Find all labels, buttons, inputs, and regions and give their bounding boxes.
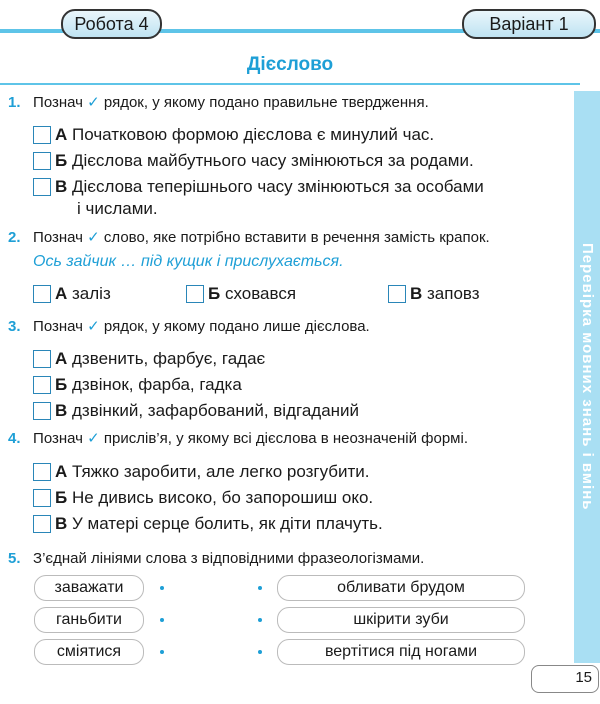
- question-number: 2.: [8, 229, 21, 246]
- answer-checkbox-1b[interactable]: [33, 152, 51, 170]
- option-text: Початковою формою дієслова є минулий час.: [72, 125, 435, 144]
- question-text: Познач: [33, 430, 83, 447]
- page-number-box: [531, 665, 599, 693]
- question-number: 1.: [8, 94, 21, 111]
- question-5: [8, 550, 424, 568]
- match-word-left-1[interactable]: [34, 575, 144, 601]
- match-word-left-3[interactable]: [34, 639, 144, 665]
- question-number: 5.: [8, 550, 21, 567]
- match-word-text: ганьбити: [56, 611, 122, 628]
- question-text: рядок, у якому подано лише дієслова.: [103, 318, 370, 335]
- option-letter: Б: [208, 284, 221, 303]
- match-phrase-text: шкірити зуби: [353, 611, 449, 628]
- option-letter: Б: [55, 151, 68, 170]
- connector-dot[interactable]: [160, 586, 164, 590]
- answer-option-4a: [55, 461, 370, 483]
- question-4: [8, 430, 468, 448]
- connector-dot[interactable]: [258, 586, 262, 590]
- answer-checkbox-4a[interactable]: [33, 463, 51, 481]
- connector-dot[interactable]: [258, 650, 262, 654]
- option-text: Дієслова теперішнього часу змінюються за особами: [72, 177, 484, 196]
- option-letter: В: [410, 284, 423, 303]
- option-text: дзвінкий, зафарбований, відгаданий: [72, 401, 360, 420]
- answer-checkbox-3b[interactable]: [33, 376, 51, 394]
- answer-option-2b: [208, 283, 296, 305]
- option-text: сховався: [224, 284, 297, 303]
- answer-checkbox-4c[interactable]: [33, 515, 51, 533]
- work-number-label: Робота 4: [74, 14, 149, 34]
- option-letter: Б: [55, 488, 68, 507]
- option-letter: Б: [55, 375, 68, 394]
- match-phrase-right-3[interactable]: [277, 639, 525, 665]
- answer-checkbox-2b[interactable]: [186, 285, 204, 303]
- option-text: заповз: [427, 284, 480, 303]
- variant-label: Варіант 1: [489, 14, 569, 34]
- match-phrase-right-2[interactable]: [277, 607, 525, 633]
- work-number-badge: [61, 9, 162, 39]
- question-text: рядок, у якому подано правильне твердження.: [103, 94, 429, 111]
- connector-dot[interactable]: [160, 618, 164, 622]
- option-text: заліз: [72, 284, 111, 303]
- option-text: Дієслова майбутнього часу змінюються за родами.: [71, 151, 474, 170]
- question-number: 3.: [8, 318, 21, 335]
- match-phrase-text: обливати брудом: [337, 579, 465, 596]
- option-letter: А: [55, 284, 68, 303]
- match-word-left-2[interactable]: [34, 607, 144, 633]
- option-letter: А: [55, 125, 68, 144]
- check-icon: ✓: [87, 94, 100, 111]
- option-text: і числами.: [77, 199, 158, 218]
- answer-option-1a: [55, 124, 434, 146]
- page-title: Дієслово: [246, 54, 334, 75]
- question-text: прислів’я, у якому всі дієслова в неозначеній формі.: [103, 430, 468, 447]
- answer-option-4c: [55, 513, 383, 535]
- check-icon: ✓: [87, 430, 100, 447]
- option-text: Не дивись високо, бо запорошиш око.: [71, 488, 374, 507]
- answer-option-2a: [55, 283, 111, 305]
- title-rule: [0, 83, 580, 85]
- match-word-text: сміятися: [56, 643, 122, 660]
- answer-option-4b: [55, 487, 373, 509]
- question-text: слово, яке потрібно вставити в речення замість крапок.: [103, 229, 490, 246]
- example-sentence: Ось зайчик … під кущик і прислухається.: [33, 253, 344, 270]
- question-text: Познач: [33, 94, 83, 111]
- option-text: Тяжко заробити, але легко розгубити.: [72, 462, 370, 481]
- question-text: Познач: [33, 229, 83, 246]
- answer-checkbox-1c[interactable]: [33, 178, 51, 196]
- connector-dot[interactable]: [160, 650, 164, 654]
- option-letter: В: [55, 514, 68, 533]
- check-icon: ✓: [87, 229, 100, 246]
- match-phrase-text: вертітися під ногами: [324, 643, 478, 660]
- question-number: 4.: [8, 430, 21, 447]
- connector-dot[interactable]: [258, 618, 262, 622]
- question-2: [8, 229, 490, 247]
- answer-option-2c: [410, 283, 480, 305]
- option-letter: В: [55, 177, 68, 196]
- answer-checkbox-2c[interactable]: [388, 285, 406, 303]
- answer-checkbox-2a[interactable]: [33, 285, 51, 303]
- answer-option-3c: [55, 400, 359, 422]
- answer-checkbox-1a[interactable]: [33, 126, 51, 144]
- option-text: дзвінок, фарба, гадка: [71, 375, 242, 394]
- question-3: [8, 318, 370, 336]
- side-label: Перевірка мовних знань і вмінь: [579, 243, 596, 511]
- match-phrase-right-1[interactable]: [277, 575, 525, 601]
- answer-checkbox-4b[interactable]: [33, 489, 51, 507]
- answer-option-1b: [55, 150, 474, 172]
- answer-checkbox-3c[interactable]: [33, 402, 51, 420]
- option-text: У матері серце болить, як діти плачуть.: [72, 514, 383, 533]
- question-text: З’єднай лініями слова з відповідними фразеологізмами.: [33, 550, 425, 567]
- answer-option-1c: [55, 176, 570, 220]
- option-text: дзвенить, фарбує, гадає: [72, 349, 266, 368]
- question-1: [8, 94, 429, 112]
- variant-badge: [462, 9, 596, 39]
- page-number: 15: [575, 669, 592, 686]
- option-letter: А: [55, 349, 68, 368]
- question-text: Познач: [33, 318, 83, 335]
- option-letter: А: [55, 462, 68, 481]
- side-stripe: [574, 91, 600, 663]
- check-icon: ✓: [87, 318, 100, 335]
- answer-option-3a: [55, 348, 265, 370]
- match-word-text: заважати: [54, 579, 124, 596]
- option-letter: В: [55, 401, 68, 420]
- answer-checkbox-3a[interactable]: [33, 350, 51, 368]
- answer-option-3b: [55, 374, 242, 396]
